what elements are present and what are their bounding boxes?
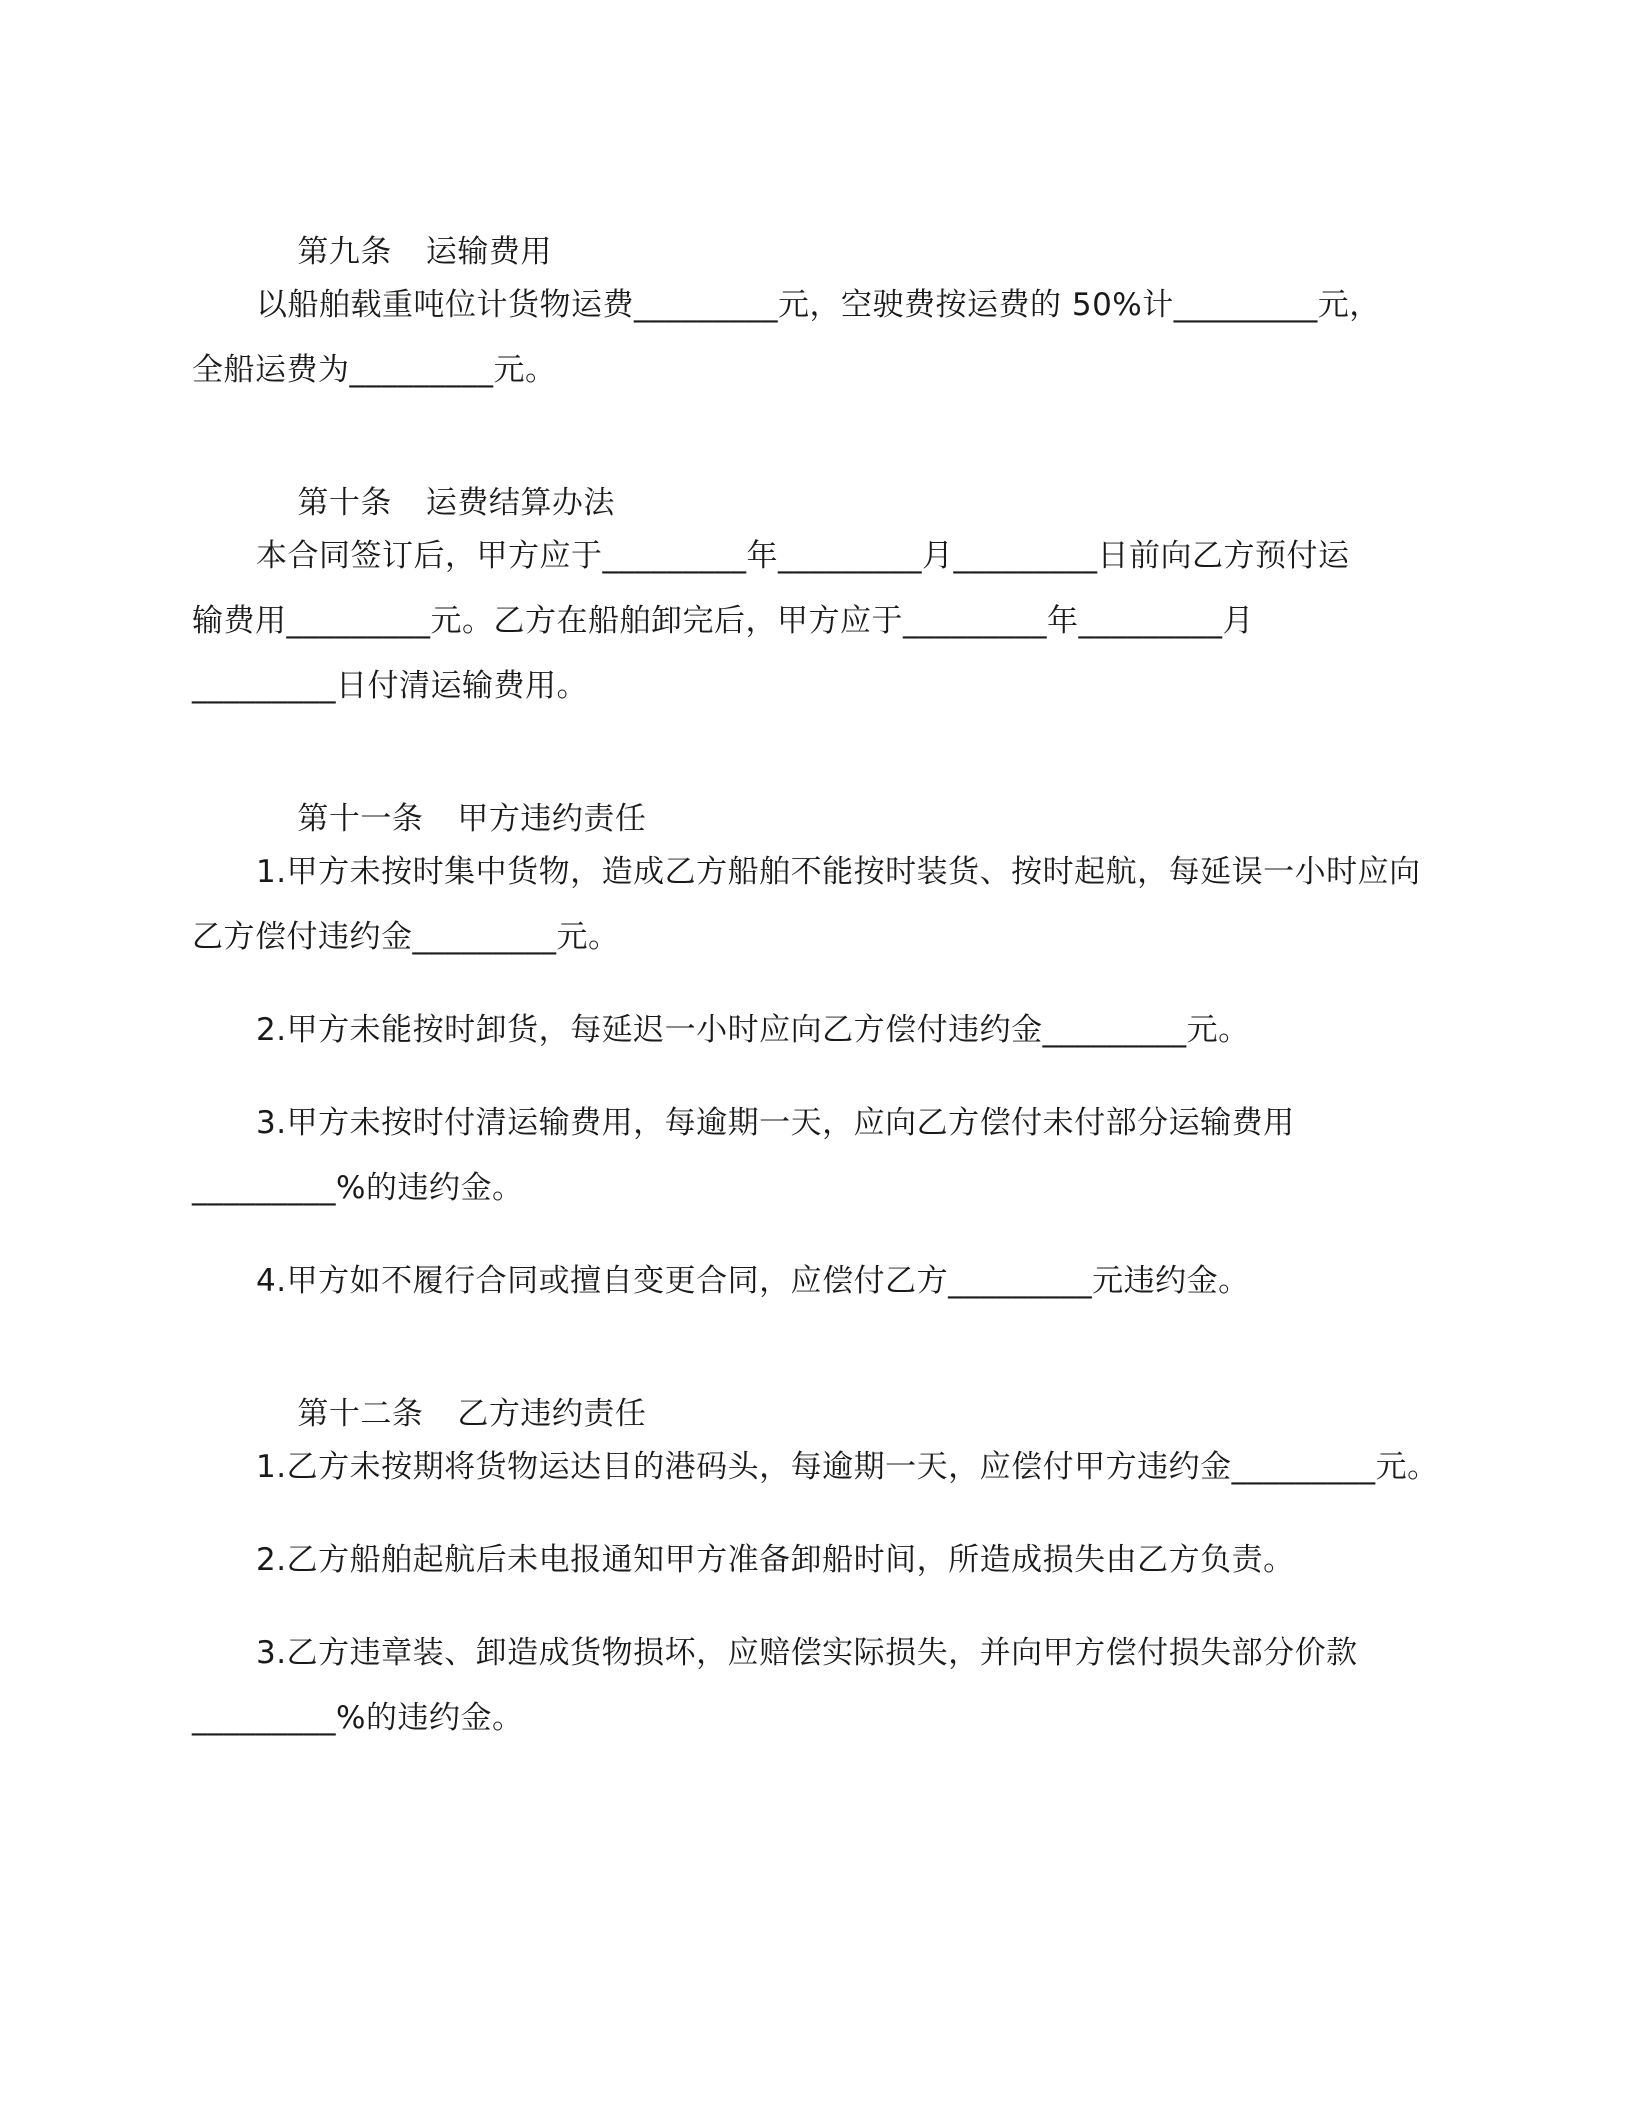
article-11-item-2: 2.甲方未能按时卸货，每延迟一小时应向乙方偿付违约金_________元。 [256, 1012, 1250, 1048]
article-9-number: 第九条 [297, 234, 392, 270]
article-12-item-1: 1.乙方未按期将货物运达目的港码头，每逾期一天，应偿付甲方违约金_________元。 [256, 1449, 1439, 1485]
article-10-paragraph-line-3: _________日付清运输费用。 [192, 668, 588, 704]
article-10-number: 第十条 [297, 485, 392, 521]
article-11-item-3-line-2: _________%的违约金。 [192, 1170, 524, 1206]
article-11-item-1-line-1: 1.甲方未按时集中货物，造成乙方船舶不能按时装货、按时起航，每延误一小时应向 [256, 854, 1421, 890]
article-12-title: 乙方违约责任 [457, 1396, 647, 1432]
article-11-item-4: 4.甲方如不履行合同或擅自变更合同，应偿付乙方_________元违约金。 [256, 1263, 1250, 1299]
article-12-number: 第十二条 [297, 1396, 424, 1432]
article-11-title: 甲方违约责任 [457, 801, 647, 837]
article-9-paragraph-line-1: 以船舶载重吨位计货物运费_________元，空驶费按运费的 50%计_________元， [256, 287, 1381, 323]
article-12-item-2: 2.乙方船舶起航后未电报通知甲方准备卸船时间，所造成损失由乙方负责。 [256, 1542, 1295, 1578]
article-11-number: 第十一条 [297, 801, 424, 837]
article-12-item-3-line-1: 3.乙方违章装、卸造成货物损坏，应赔偿实际损失，并向甲方偿付损失部分价款 [256, 1635, 1358, 1671]
article-10-paragraph-line-2: 输费用_________元。乙方在船舶卸完后，甲方应于_________年_________月 [192, 603, 1254, 639]
article-9-title: 运输费用 [425, 234, 552, 270]
article-11-item-3-line-1: 3.甲方未按时付清运输费用，每逾期一天，应向乙方偿付未付部分运输费用 [256, 1105, 1295, 1141]
article-10-paragraph-line-1: 本合同签订后，甲方应于_________年_________月_________日前向乙方预付运 [256, 538, 1350, 574]
article-10-title: 运费结算办法 [425, 485, 615, 521]
article-11-item-1-line-2: 乙方偿付违约金_________元。 [192, 919, 620, 955]
article-12-item-3-line-2: _________%的违约金。 [192, 1700, 524, 1736]
article-9-paragraph-line-2: 全船运费为_________元。 [192, 352, 557, 388]
